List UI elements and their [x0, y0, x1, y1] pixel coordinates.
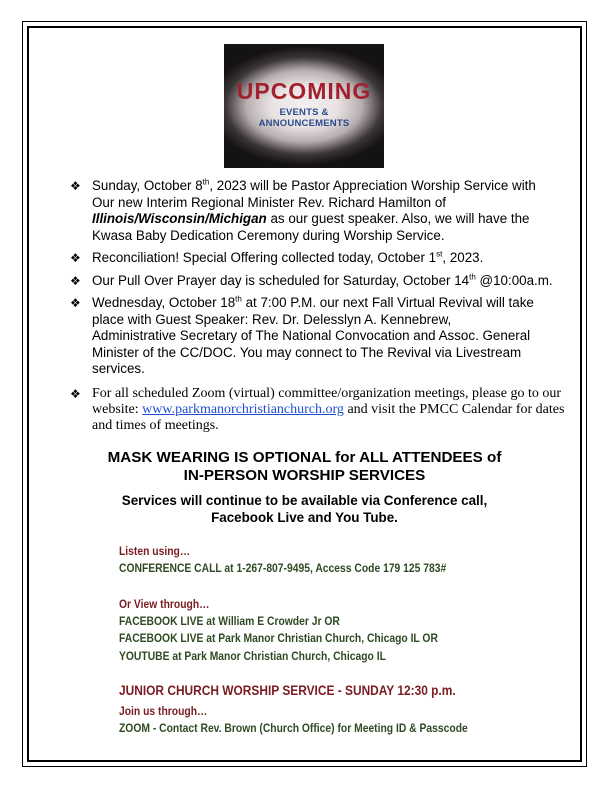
announcement-zoom-meetings: [70, 386, 590, 434]
banner-subtitle-1: EVENTS &: [279, 107, 329, 118]
diamond-bullet-icon: ❖: [70, 296, 81, 310]
church-website-link[interactable]: www.parkmanorchristianchurch.org: [142, 401, 344, 417]
text: Sunday, October 8: [92, 178, 203, 193]
text: , 2023 will be Pastor Appreciation Worship Service with: [209, 178, 536, 193]
diamond-bullet-icon: ❖: [70, 273, 81, 288]
line: place with Guest Speaker: Rev. Dr. Delesslyn A. Kennebrew,: [92, 311, 452, 327]
junior-church-heading: JUNIOR CHURCH WORSHIP SERVICE - SUNDAY 12:30 p.m.: [119, 683, 456, 699]
line: Minister of the CC/DOC. You may connect to The Revival via Livestream: [92, 344, 522, 360]
text: , 2023.: [442, 250, 484, 265]
banner-subtitle-2: ANNOUNCEMENTS: [258, 118, 350, 129]
diamond-bullet-icon: ❖: [70, 179, 81, 193]
text: Our Pull Over Prayer day is scheduled for Saturday, October 14: [92, 272, 470, 288]
diamond-bullet-icon: ❖: [70, 251, 81, 265]
line: Administrative Secretary of The National Convocation and Assoc. General: [92, 328, 531, 343]
line: [92, 402, 590, 418]
announcement-list: [70, 178, 590, 434]
text: website:: [92, 401, 143, 417]
services-notice-line-1: Services will continue to be available via Conference call,: [121, 493, 488, 508]
zoom-contact-info: ZOOM - Contact Rev. Brown (Church Office) for Meeting ID & Passcode: [119, 721, 468, 735]
line: [92, 250, 590, 267]
line: [92, 211, 590, 228]
line: For all scheduled Zoom (virtual) committee/organization meetings, please go to our: [92, 385, 562, 401]
listen-heading: Listen using…: [119, 544, 191, 558]
announcement-prayer-day: [70, 273, 590, 290]
announcement-reconciliation: [70, 250, 590, 267]
conference-call-info: CONFERENCE CALL at 1-267-807-9495, Access Code 179 125 783#: [119, 561, 447, 575]
line: Our new Interim Regional Minister Rev. Richard Hamilton of: [92, 194, 446, 210]
text: Wednesday, October 18: [92, 295, 236, 310]
upcoming-banner: [224, 44, 384, 168]
text: at 7:00 P.M. our next Fall Virtual Revival will take: [241, 295, 534, 310]
text: and visit the PMCC Calendar for dates: [343, 401, 565, 417]
view-heading: Or View through…: [119, 597, 210, 611]
youtube-park-manor: YOUTUBE at Park Manor Christian Church, Chicago IL: [119, 649, 386, 663]
mask-notice-line-2: IN-PERSON WORSHIP SERVICES: [183, 467, 426, 484]
mask-notice-line-1: MASK WEARING IS OPTIONAL for ALL ATTENDEES of: [107, 449, 502, 466]
superscript: th: [235, 294, 242, 304]
announcement-pastor-appreciation: [70, 178, 590, 244]
line: services.: [92, 361, 145, 376]
region-name: Illinois/Wisconsin/Michigan: [92, 211, 267, 226]
services-notice-line-2: Facebook Live and You Tube.: [211, 510, 398, 525]
text: as our guest speaker. Also, we will have the: [266, 211, 530, 226]
announcement-fall-revival: [70, 295, 590, 378]
superscript: th: [469, 272, 476, 282]
facebook-live-park-manor: FACEBOOK LIVE at Park Manor Christian Church, Chicago IL OR: [119, 631, 438, 645]
line: [92, 273, 590, 290]
diamond-bullet-icon: ❖: [70, 386, 81, 401]
line: and times of meetings.: [92, 417, 219, 433]
line: Kwasa Baby Dedication Ceremony during Worship Service.: [92, 227, 445, 243]
text: @10:00a.m.: [475, 272, 553, 288]
join-heading: Join us through…: [119, 704, 208, 718]
superscript: st: [436, 249, 443, 259]
text: Reconciliation! Special Offering collected today, October 1: [92, 250, 437, 265]
superscript: th: [202, 177, 210, 187]
line: [92, 178, 590, 195]
line: [92, 295, 590, 312]
banner-title: UPCOMING: [236, 78, 372, 104]
facebook-live-crowder: FACEBOOK LIVE at William E Crowder Jr OR: [119, 614, 340, 628]
